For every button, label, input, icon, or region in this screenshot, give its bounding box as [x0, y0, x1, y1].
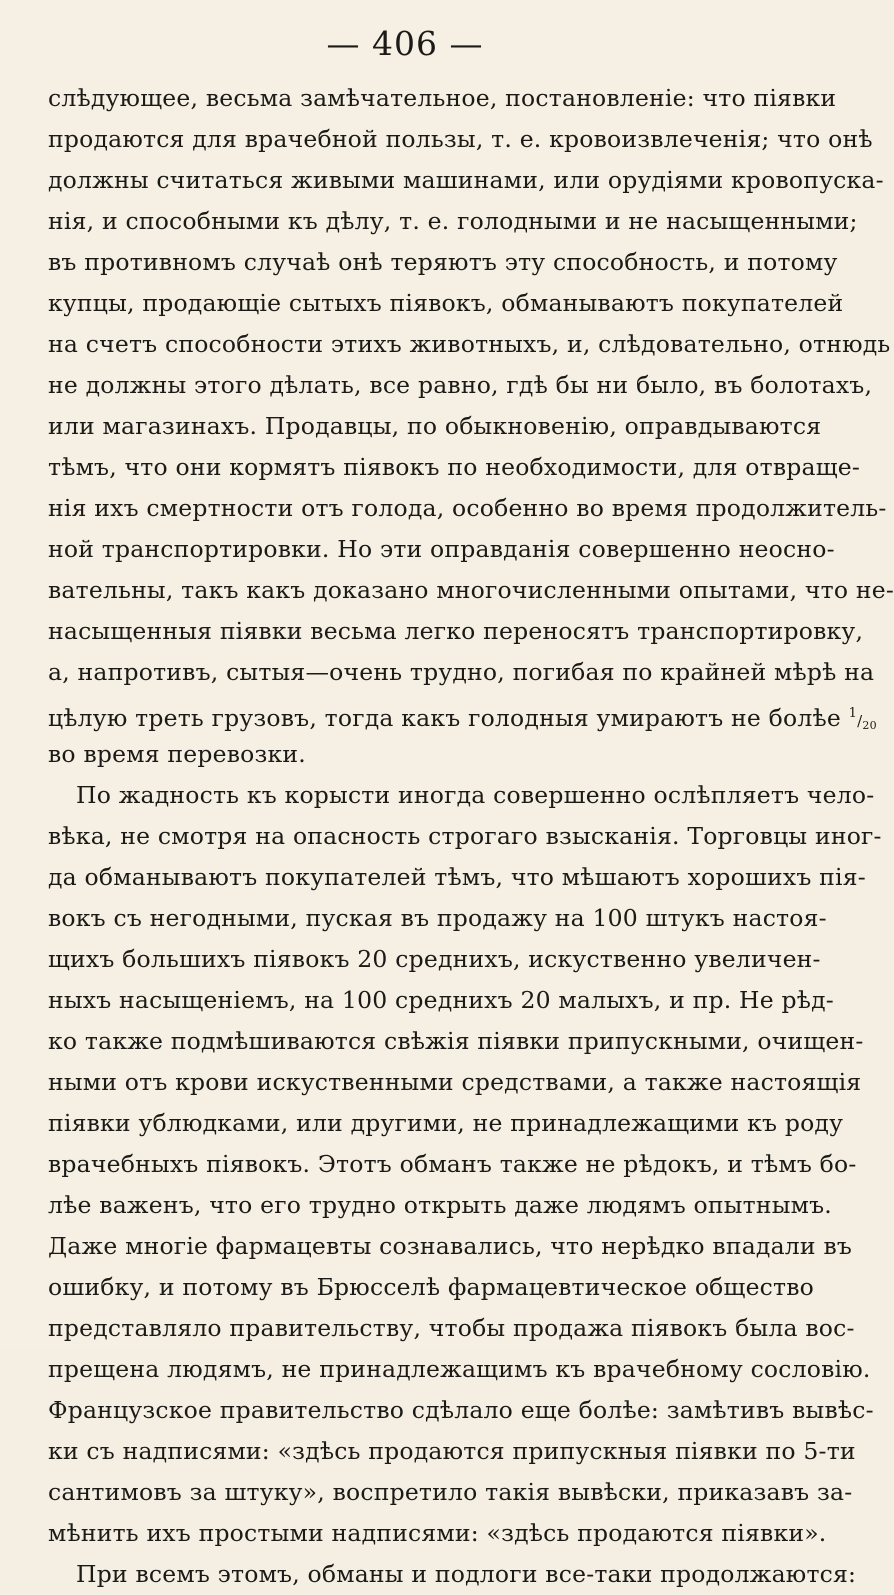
text-line: По жадность къ корысти иногда совершенно ослѣпляетъ чело-: [76, 781, 875, 809]
fraction-denominator: 20: [862, 719, 877, 732]
text-line: лѣе важенъ, что его трудно открыть даже людямъ опытнымъ.: [48, 1191, 832, 1219]
text-line: представляло правительству, чтобы продажа піявокъ была вос-: [48, 1314, 855, 1342]
text-line: въ противномъ случаѣ онѣ теряютъ эту способность, и потому: [48, 248, 838, 276]
text-line: ной транспортировки. Но эти оправданія совершенно неосно-: [48, 535, 835, 563]
paragraph-1: [48, 78, 894, 775]
text-line: щихъ большихъ піявокъ 20 среднихъ, искуственно увеличен-: [48, 945, 821, 973]
text-segment: цѣлую треть грузовъ, тогда какъ голодныя умираютъ не болѣе: [48, 704, 841, 732]
text-line: должны считаться живыми машинами, или орудіями кровопуска-: [48, 166, 884, 194]
text-line: ки съ надписями: «здѣсь продаются припускныя піявки по 5-ти: [48, 1437, 856, 1465]
text-line: нія ихъ смертности отъ голода, особенно во время продолжитель-: [48, 494, 887, 522]
text-line: Даже многіе фармацевты сознавались, что нерѣдко впадали въ: [48, 1232, 853, 1260]
text-line: ныхъ насыщеніемъ, на 100 среднихъ 20 малыхъ, и пр. Не рѣд-: [48, 986, 834, 1014]
text-line: врачебныхъ піявокъ. Этотъ обманъ также не рѣдокъ, и тѣмъ бо-: [48, 1150, 857, 1178]
text-line: на счетъ способности этихъ животныхъ, и, слѣдовательно, отнюдь: [48, 330, 891, 358]
text-line: вокъ съ негодными, пуская въ продажу на 100 штукъ настоя-: [48, 904, 827, 932]
paragraph-2: [48, 775, 882, 1554]
text-line: мѣнить ихъ простыми надписями: «здѣсь продаются піявки».: [48, 1519, 827, 1547]
fraction-numerator: 1: [848, 706, 858, 721]
text-line: насыщенныя піявки весьма легко переносятъ транспортировку,: [48, 617, 864, 645]
text-line: продаются для врачебной пользы, т. е. кровоизвлеченія; что онѣ: [48, 125, 873, 153]
text-line: не должны этого дѣлать, все равно, гдѣ бы ни было, въ болотахъ,: [48, 371, 873, 399]
text-line: піявки ублюдками, или другими, не принадлежащими къ роду: [48, 1109, 844, 1137]
body-text: [48, 78, 894, 1595]
text-line: слѣдующее, весьма замѣчательное, постановленіе: что піявки: [48, 84, 837, 112]
text-line: вательны, такъ какъ доказано многочисленными опытами, что не-: [48, 576, 894, 604]
paragraph-3: [48, 1554, 857, 1595]
text-line: а, напротивъ, сытыя—очень трудно, погибая по крайней мѣрѣ на: [48, 658, 875, 686]
text-line: Французское правительство сдѣлало еще болѣе: замѣтивъ вывѣс-: [48, 1396, 874, 1424]
page-number: — 406 —: [326, 24, 484, 63]
text-line: ными отъ крови искуственными средствами, а также настоящія: [48, 1068, 862, 1096]
text-line: сантимовъ за штуку», воспретило такія вывѣски, приказавъ за-: [48, 1478, 853, 1506]
text-line: купцы, продающіе сытыхъ піявокъ, обманываютъ покупателей: [48, 289, 844, 317]
text-line: или магазинахъ. Продавцы, по обыкновенію, оправдываются: [48, 412, 822, 440]
text-line: во время перевозки.: [48, 740, 306, 768]
text-line: да обманываютъ покупателей тѣмъ, что мѣшаютъ хорошихъ пія-: [48, 863, 866, 891]
text-line: прещена людямъ, не принадлежащимъ къ врачебному сословію.: [48, 1355, 871, 1383]
text-line: нія, и способными къ дѣлу, т. е. голодными и не насыщенными;: [48, 207, 858, 235]
fraction: $^1/_{20}$: [848, 706, 877, 732]
text-line: вѣка, не смотря на опасность строгаго взысканія. Торговцы иног-: [48, 822, 882, 850]
text-line: ко также подмѣшиваются свѣжія піявки припускными, очищен-: [48, 1027, 864, 1055]
text-line: ошибку, и потому въ Брюсселѣ фармацевтическое общество: [48, 1273, 815, 1301]
text-line: При всемъ этомъ, обманы и подлоги все-таки продолжаются:: [76, 1560, 857, 1588]
text-line-with-fraction: [48, 693, 877, 734]
text-line: тѣмъ, что они кормятъ піявокъ по необходимости, для отвраще-: [48, 453, 861, 481]
